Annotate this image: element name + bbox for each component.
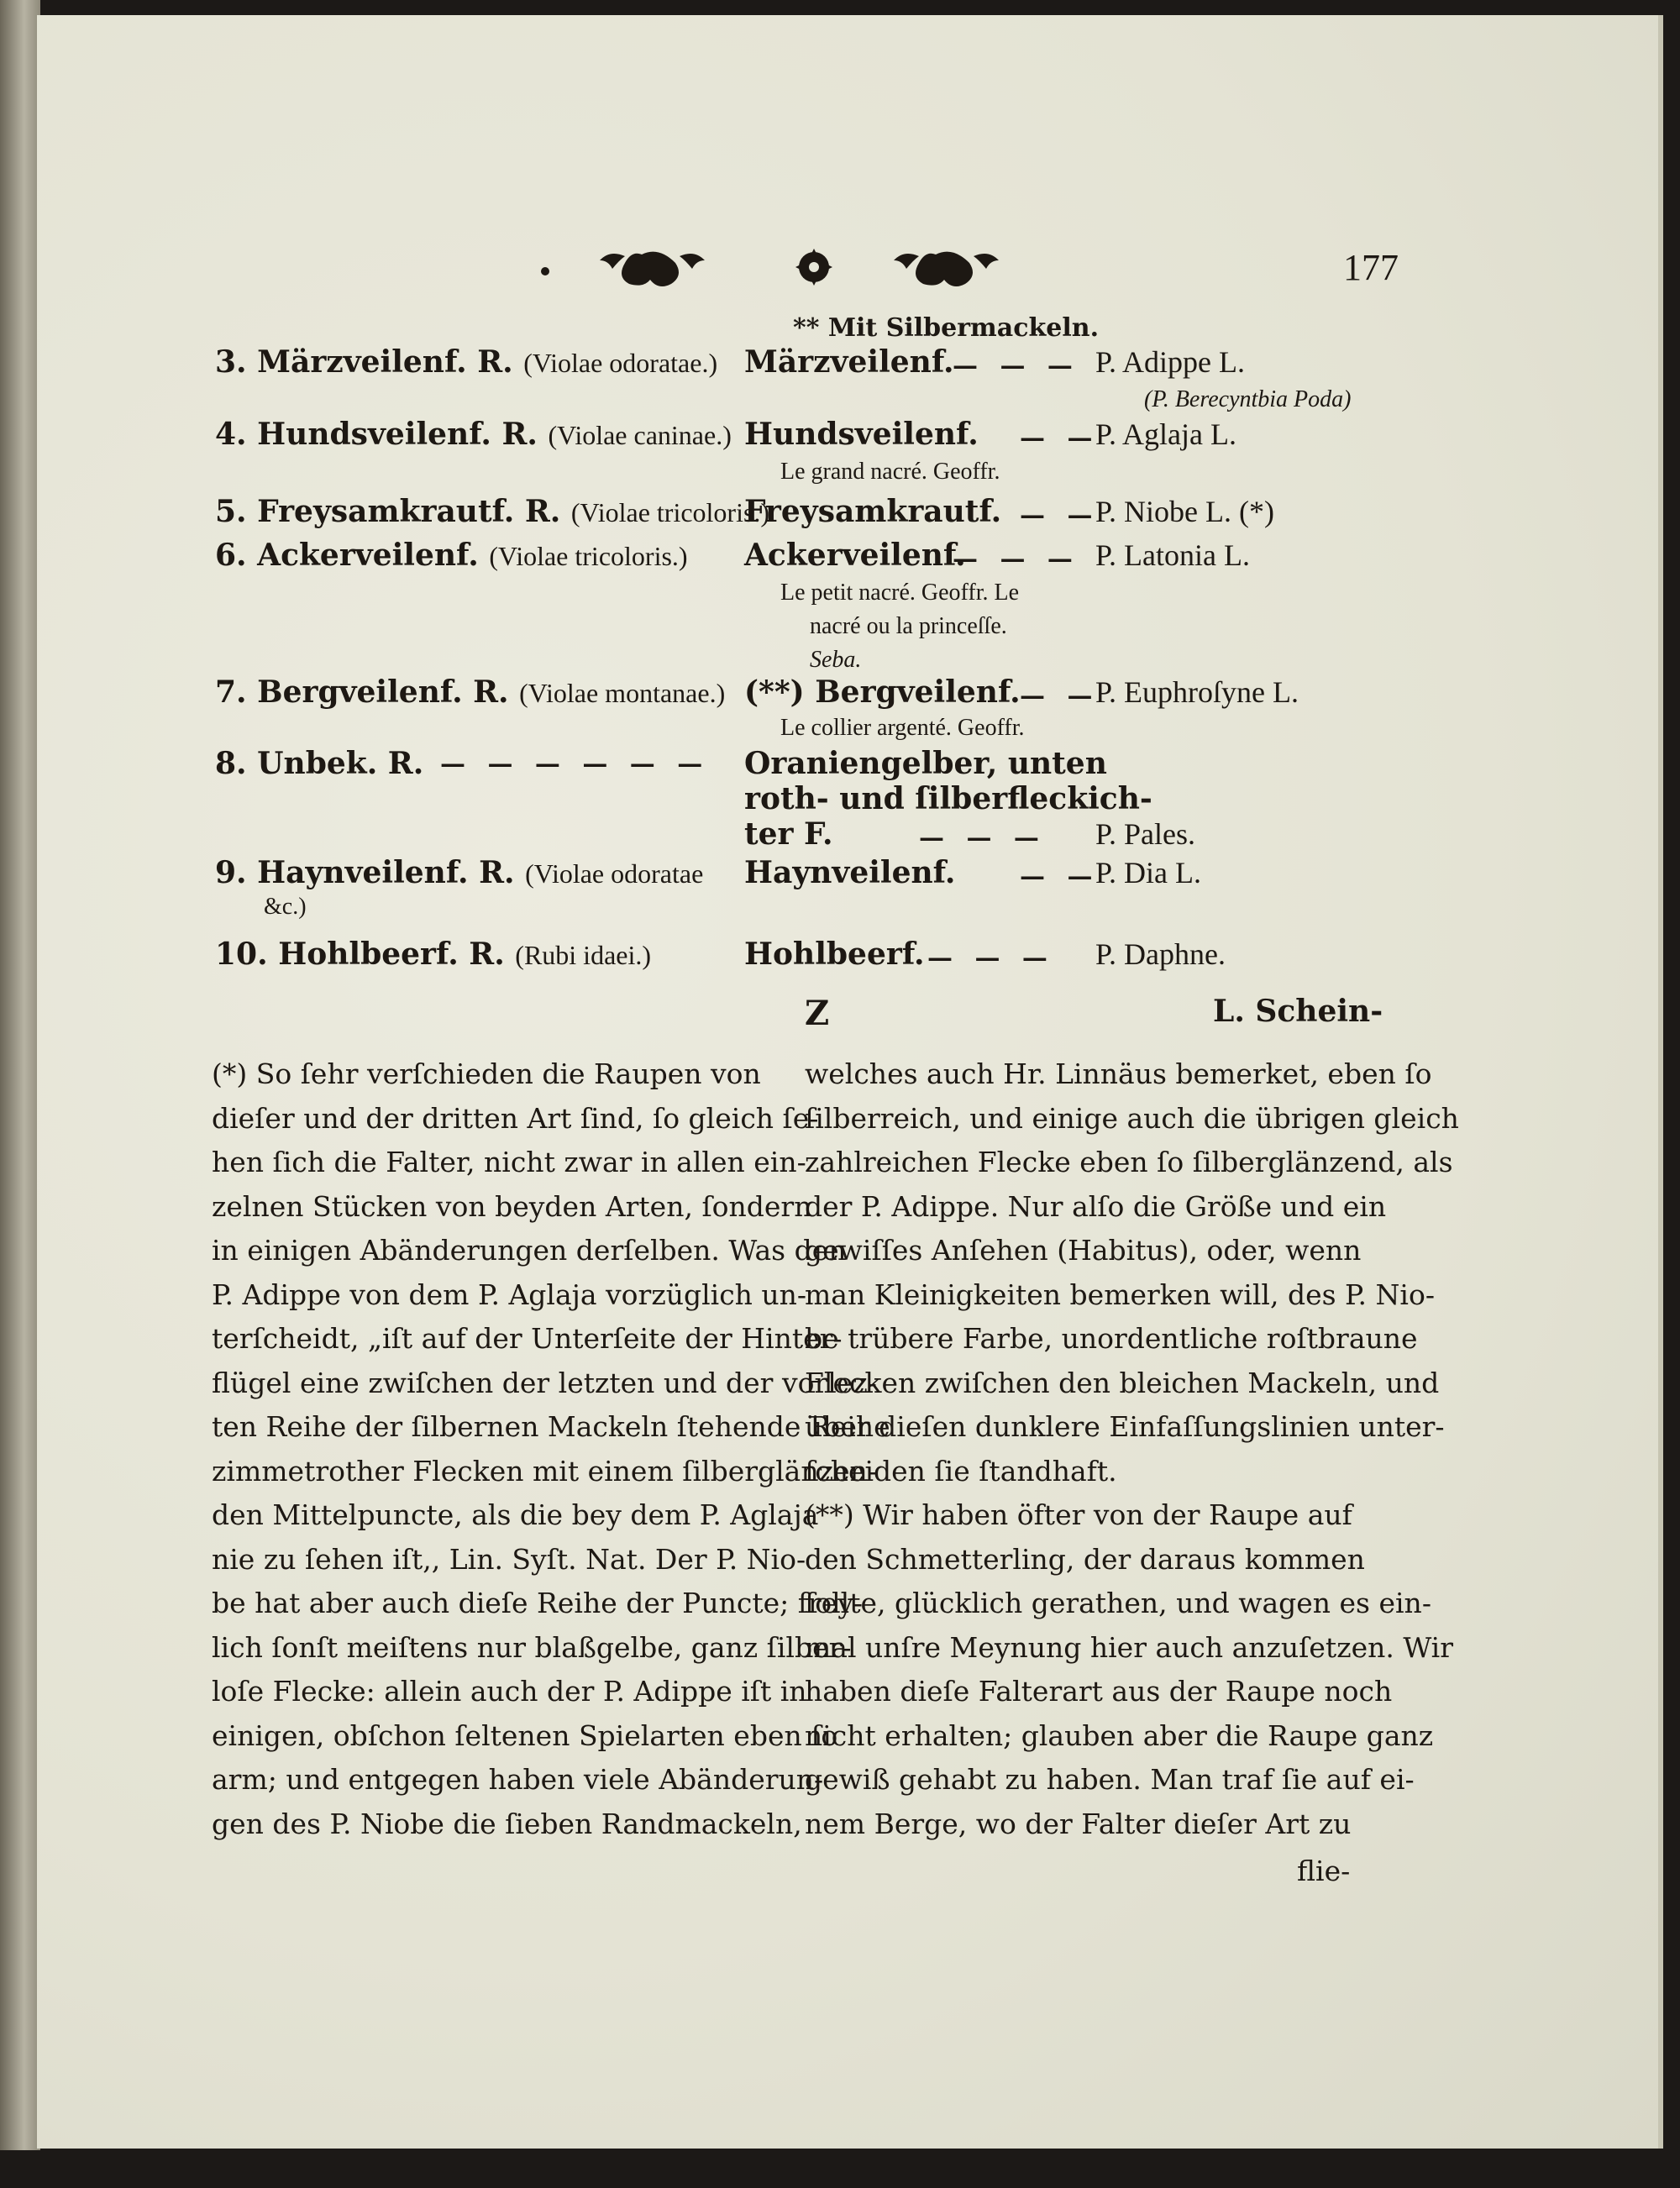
text-line: terſcheidt, „iſt auf der Unterſeite der Hinter- xyxy=(212,1322,843,1355)
caterpillar-name: Märzveilenf. R. xyxy=(257,344,513,380)
food-plant-continued: &c.) xyxy=(264,894,307,920)
species-name: P. Euphroſyne L. xyxy=(1095,675,1299,709)
synonym: Le grand nacré. Geoffr. xyxy=(780,459,1000,485)
text-line: loſe Flecke: allein auch der P. Adippe iſt in xyxy=(212,1675,807,1708)
caterpillar-name: Freysamkrautf. R. xyxy=(257,494,561,529)
caterpillar-name: Hohlbeerf. R. xyxy=(278,937,505,972)
text-line: be trübere Farbe, unordentliche roſtbraune xyxy=(805,1322,1418,1355)
book-page xyxy=(37,15,1663,2149)
synonym: Le collier argenté. Geoffr. xyxy=(780,715,1025,741)
dash-leader: — — xyxy=(1020,681,1100,711)
text-line: welches auch Hr. Linnäus bemerket, eben ſo xyxy=(805,1057,1432,1090)
dash-leader: — — — — — — xyxy=(440,749,710,779)
synonym-line: nacré ou la princeſſe. xyxy=(810,613,1007,639)
row-number: 6. xyxy=(215,538,247,573)
dash-leader: — — — xyxy=(919,823,1046,853)
text-line: haben dieſe Falterart aus der Raupe noch xyxy=(805,1675,1393,1708)
butterfly-name: (**) Bergveilenf. xyxy=(744,674,1021,710)
food-plant: (Violae odoratae.) xyxy=(523,348,718,378)
text-line: ten Reihe der ſilbernen Mackeln ſtehende Reihe xyxy=(212,1410,890,1443)
row-number: 3. xyxy=(215,344,247,380)
species-name: P. Aglaja L. xyxy=(1095,417,1236,451)
food-plant: (Violae montanae.) xyxy=(519,678,726,708)
text-line: ſilberreich, und einige auch die übrigen gleich xyxy=(805,1101,1459,1135)
dash-leader: — — xyxy=(1020,862,1100,891)
text-line: der P. Adippe. Nur alſo die Größe und ein xyxy=(805,1189,1387,1223)
row-number: 7. xyxy=(215,674,247,710)
row-number: 9. xyxy=(215,855,247,890)
text-line: ſcheiden ſie ſtandhaft. xyxy=(805,1454,1117,1488)
text-line: einigen, obſchon ſeltenen Spielarten eben ſo xyxy=(212,1718,838,1752)
synonym: (P. Berecyntbia Poda) xyxy=(1144,386,1352,412)
text-line: nie zu ſehen iſt,, Lin. Syſt. Nat. Der P. Nio- xyxy=(212,1542,806,1576)
text-line: Flecken zwiſchen den bleichen Mackeln, und xyxy=(805,1366,1440,1399)
caterpillar-name: Hundsveilenf. R. xyxy=(257,417,538,452)
dash-leader: — — — xyxy=(927,943,1054,973)
ornament-icon xyxy=(541,238,1062,296)
page-number: 177 xyxy=(1343,247,1399,288)
text-line: dieſer und der dritten Art ſind, ſo gleich ſe- xyxy=(212,1101,819,1135)
butterfly-name: Hundsveilenf. xyxy=(744,417,979,452)
text-line: man Kleinigkeiten bemerken will, des P. Nio- xyxy=(805,1278,1435,1311)
text-line: flügel eine zwiſchen der letzten und der vorlez- xyxy=(212,1366,877,1399)
section-heading: ** Mit Silbermackeln. xyxy=(793,313,1100,343)
row-number: 8. xyxy=(215,746,247,781)
text-line: zelnen Stücken von beyden Arten, ſondern xyxy=(212,1189,812,1223)
butterfly-name: Hohlbeerf. xyxy=(744,937,925,972)
synonym-line: Le petit nacré. Geoffr. Le xyxy=(780,580,1020,606)
species-name: P. Adippe L. xyxy=(1095,345,1246,379)
food-plant: (Violae tricoloris.) xyxy=(570,497,770,527)
species-name: P. Latonia L. xyxy=(1095,538,1250,572)
food-plant: (Rubi idaei.) xyxy=(515,940,652,970)
row-number: 5. xyxy=(215,494,247,529)
signature-mark: Z xyxy=(805,994,830,1033)
butterfly-name: Märzveilenf. xyxy=(744,344,954,380)
text-line: über dieſen dunklere Einfaſſungslinien unter- xyxy=(805,1410,1445,1443)
text-line: be hat aber auch dieſe Reihe der Puncte; frey- xyxy=(212,1587,864,1619)
catchword-final: flie- xyxy=(1297,1855,1351,1887)
text-line: gen des P. Niobe die ſieben Randmackeln, xyxy=(212,1807,802,1840)
text-line: gewiſſes Anſehen (Habitus), oder, wenn xyxy=(805,1234,1362,1267)
text-line: zahlreichen Flecke eben ſo ſilberglänzend, als xyxy=(805,1146,1453,1178)
caterpillar-name: Unbek. R. xyxy=(257,746,424,781)
text-line: P. Adippe von dem P. Aglaja vorzüglich un- xyxy=(212,1278,807,1311)
footnote-column-left xyxy=(212,1052,890,1846)
text-line: nem Berge, wo der Falter dieſer Art zu xyxy=(805,1807,1352,1840)
butterfly-line: ter F. xyxy=(744,816,833,852)
dash-leader: — — xyxy=(1020,423,1100,453)
butterfly-line: Oraniengelber, unten xyxy=(744,746,1107,781)
text-line: zimmetrother Flecken mit einem ſilberglänzen- xyxy=(212,1454,877,1488)
butterfly-name: Freysamkrautf. xyxy=(744,494,1002,529)
text-line: lich ſonſt meiſtens nur blaßgelbe, ganz ſilber- xyxy=(212,1630,852,1664)
footnote-column-right xyxy=(805,1052,1459,1846)
food-plant: (Violae caninae.) xyxy=(548,420,732,450)
butterfly-name: Haynveilenf. xyxy=(744,855,956,890)
caterpillar-name: Bergveilenf. R. xyxy=(257,674,509,710)
species-name: P. Daphne. xyxy=(1095,937,1226,971)
caterpillar-name: Haynveilenf. R. xyxy=(257,855,515,890)
dash-leader: — — — xyxy=(953,544,1079,574)
text-line: (*) So ſehr verſchieden die Raupen von xyxy=(212,1057,761,1090)
text-line: mal unſre Meynung hier auch anzuſetzen. Wir xyxy=(805,1630,1454,1664)
food-plant: (Violae odoratae xyxy=(525,858,704,889)
facing-page-edge xyxy=(0,0,40,2150)
butterfly-line: roth- und ſilberfleckich- xyxy=(744,781,1152,816)
text-line: (**) Wir haben öfter von der Raupe auf xyxy=(805,1498,1352,1531)
text-line: den Schmetterling, der daraus kommen xyxy=(805,1542,1365,1576)
catchword: L. Schein- xyxy=(1213,994,1383,1029)
text-line: ſollte, glücklich gerathen, und wagen es ein- xyxy=(805,1587,1431,1619)
species-name: P. Pales. xyxy=(1095,817,1196,851)
text-line: gewiß gehabt zu haben. Man traf ſie auf ei- xyxy=(805,1763,1415,1796)
text-line: arm; und entgegen haben viele Abänderun- xyxy=(212,1763,824,1796)
dash-leader: — — xyxy=(1020,501,1100,530)
species-name: P. Dia L. xyxy=(1095,856,1201,889)
synonym-line: Seba. xyxy=(810,647,862,673)
text-line: in einigen Abänderungen derſelben. Was den xyxy=(212,1234,847,1267)
species-name: P. Niobe L. (*) xyxy=(1095,495,1274,528)
text-line: den Mittelpuncte, als die bey dem P. Aglaja xyxy=(212,1498,819,1531)
dash-leader: — — — xyxy=(953,351,1079,380)
food-plant: (Violae tricoloris.) xyxy=(489,541,688,571)
butterfly-name: Ackerveilenf. xyxy=(744,538,966,573)
text-line: nicht erhalten; glauben aber die Raupe ganz xyxy=(805,1718,1434,1752)
row-number: 4. xyxy=(215,417,247,452)
row-number: 10. xyxy=(215,937,268,972)
caterpillar-name: Ackerveilenf. xyxy=(257,538,479,573)
text-line: hen ſich die Falter, nicht zwar in allen ein- xyxy=(212,1146,806,1178)
